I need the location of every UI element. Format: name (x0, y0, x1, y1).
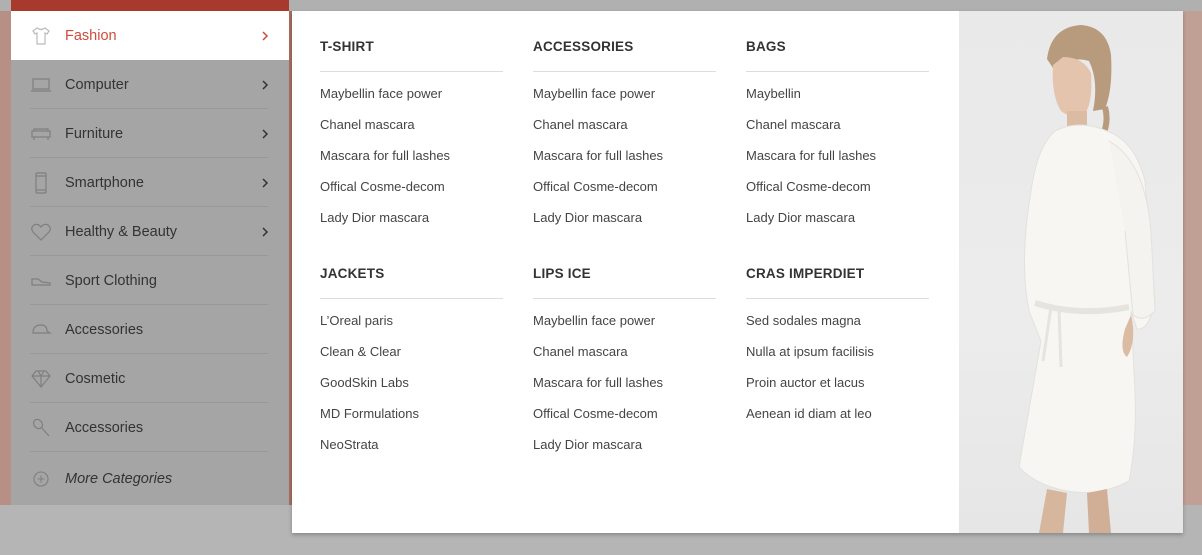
menu-link[interactable]: Chanel mascara (533, 344, 628, 359)
menu-link[interactable]: Mascara for full lashes (533, 375, 664, 390)
sidebar-item-computer[interactable] (11, 60, 289, 109)
divider (30, 451, 268, 452)
menu-link[interactable]: MD Formulations (320, 406, 419, 421)
sidebar-item-label: Healthy & Beauty (65, 223, 178, 240)
menu-link[interactable]: Maybellin face power (533, 313, 656, 328)
column-title: JACKETS (320, 266, 385, 281)
menu-link[interactable]: Offical Cosme-decom (533, 406, 658, 421)
menu-link[interactable]: Clean & Clear (320, 344, 401, 359)
tshirt-icon (30, 25, 52, 47)
menu-column-bags (746, 36, 929, 239)
fashion-mega-menu (292, 11, 1183, 533)
promo-model-image[interactable] (959, 11, 1183, 533)
menu-link[interactable]: Offical Cosme-decom (746, 179, 871, 194)
menu-link[interactable]: GoodSkin Labs (320, 375, 409, 390)
menu-link[interactable]: Chanel mascara (746, 117, 841, 132)
menu-column-accessories (533, 36, 716, 239)
menu-column-cras-imperdiet (746, 263, 929, 435)
sofa-icon (30, 123, 52, 145)
sidebar-item-label: Cosmetic (65, 370, 126, 387)
sidebar-item-label: Accessories (65, 419, 144, 436)
menu-link[interactable]: Mascara for full lashes (533, 148, 664, 163)
sidebar-item-sport-clothing[interactable] (11, 256, 289, 305)
menu-link[interactable]: Proin auctor et lacus (746, 375, 865, 390)
column-title: ACCESSORIES (533, 39, 634, 54)
sidebar-item-label: Computer (65, 76, 129, 93)
sidebar-item-cosmetic[interactable] (11, 354, 289, 403)
sidebar-item-label: Furniture (65, 125, 124, 142)
brush-icon (30, 417, 52, 439)
model-illustration (959, 11, 1183, 533)
page-backdrop-left (0, 11, 11, 505)
menu-link[interactable]: Chanel mascara (533, 117, 628, 132)
column-title: BAGS (746, 39, 786, 54)
sidebar-item-label: Accessories (65, 321, 144, 338)
menu-link[interactable]: Mascara for full lashes (320, 148, 451, 163)
divider (320, 298, 503, 299)
menu-link[interactable]: Sed sodales magna (746, 313, 861, 328)
sidebar-item-fashion[interactable] (11, 11, 289, 60)
sidebar-item-accessories[interactable] (11, 305, 289, 354)
divider (746, 298, 929, 299)
sidebar-item-label: Fashion (65, 27, 117, 44)
column-title: LIPS ICE (533, 266, 591, 281)
sidebar-item-label: Smartphone (65, 174, 144, 191)
more-categories-label: More Categories (65, 470, 173, 487)
menu-link[interactable]: Mascara for full lashes (746, 148, 877, 163)
divider (533, 71, 716, 72)
sidebar-item-accessories-2[interactable] (11, 403, 289, 452)
chevron-right-icon (260, 176, 270, 190)
chevron-right-icon (260, 127, 270, 141)
menu-column-tshirt (320, 36, 503, 239)
divider (320, 71, 503, 72)
page-backdrop-right (1183, 11, 1202, 505)
menu-link[interactable]: Maybellin (746, 86, 801, 101)
heart-icon (30, 221, 52, 243)
category-header-bar (11, 0, 289, 11)
column-title: T-SHIRT (320, 39, 374, 54)
chevron-right-icon (260, 78, 270, 92)
laptop-icon (30, 74, 52, 96)
category-sidebar (11, 11, 289, 505)
menu-link[interactable]: Lady Dior mascara (533, 210, 643, 225)
sidebar-item-smartphone[interactable] (11, 158, 289, 207)
menu-link[interactable]: L’Oreal paris (320, 313, 393, 328)
menu-link[interactable]: Lady Dior mascara (533, 437, 643, 452)
menu-link[interactable]: Offical Cosme-decom (533, 179, 658, 194)
sidebar-item-healthy-beauty[interactable] (11, 207, 289, 256)
diamond-icon (30, 368, 52, 390)
menu-column-lips-ice (533, 263, 716, 466)
menu-link[interactable]: NeoStrata (320, 437, 379, 452)
cap-icon (30, 319, 52, 341)
sidebar-item-furniture[interactable] (11, 109, 289, 158)
sidebar-item-label: Sport Clothing (65, 272, 157, 289)
menu-link[interactable]: Nulla at ipsum facilisis (746, 344, 874, 359)
menu-link[interactable]: Aenean id diam at leo (746, 406, 872, 421)
column-title: CRAS IMPERDIET (746, 266, 865, 281)
menu-link[interactable]: Lady Dior mascara (320, 210, 430, 225)
divider (746, 71, 929, 72)
divider (533, 298, 716, 299)
menu-column-jackets (320, 263, 503, 466)
more-categories-button[interactable] (11, 454, 289, 503)
chevron-right-icon (260, 29, 270, 43)
menu-link[interactable]: Chanel mascara (320, 117, 415, 132)
menu-link[interactable]: Offical Cosme-decom (320, 179, 445, 194)
menu-link[interactable]: Maybellin face power (533, 86, 656, 101)
chevron-right-icon (260, 225, 270, 239)
sneaker-icon (30, 270, 52, 292)
smartphone-icon (30, 172, 52, 194)
plus-circle-icon (30, 468, 52, 490)
menu-link[interactable]: Maybellin face power (320, 86, 443, 101)
menu-link[interactable]: Lady Dior mascara (746, 210, 856, 225)
